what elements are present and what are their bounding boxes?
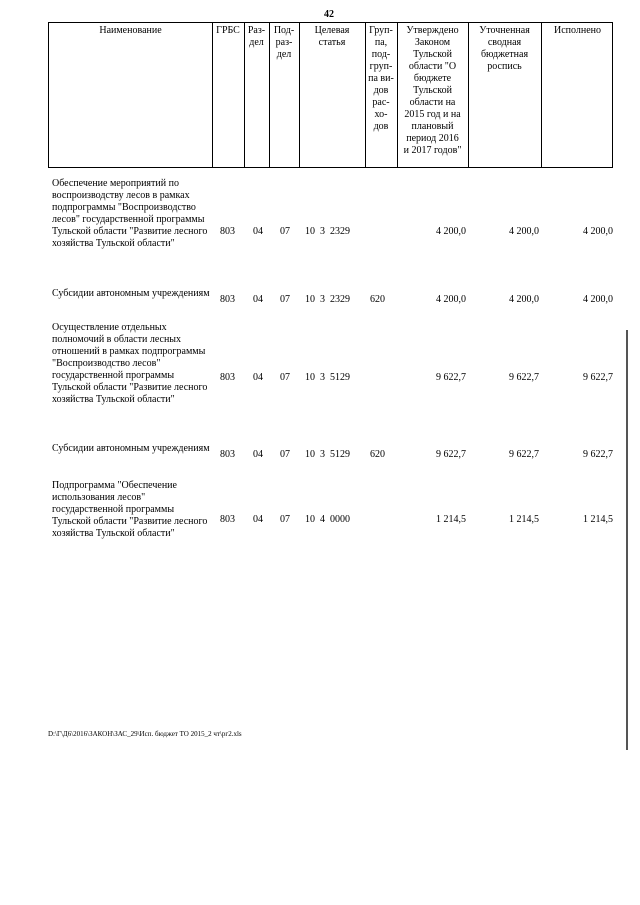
row-executed: 4 200,0 <box>583 294 613 305</box>
row-grbs: 803 <box>220 449 235 460</box>
row-approved: 4 200,0 <box>436 226 466 237</box>
row-name: Субсидии автономным учреждениям <box>52 288 210 299</box>
row-razdel: 04 <box>253 514 263 525</box>
row-executed: 1 214,5 <box>583 514 613 525</box>
header-grbs: ГРБС <box>216 25 240 36</box>
row-target: 10 3 2329 <box>305 226 350 237</box>
row-podrazdel: 07 <box>280 372 290 383</box>
row-grbs: 803 <box>220 294 235 305</box>
row-group: 620 <box>370 294 385 305</box>
header-group: Груп- па, под- груп- па ви- дов рас- хо- дов <box>368 25 394 132</box>
row-name: Обеспечение мероприятий по воспроизводству лесов в рамках подпрограммы "Воспроизводство лесов" государственной программы Тульской области "Развитие лесного хозяйства Тульской области" <box>52 178 208 249</box>
row-approved: 1 214,5 <box>436 514 466 525</box>
row-grbs: 803 <box>220 372 235 383</box>
row-podrazdel: 07 <box>280 449 290 460</box>
row-grbs: 803 <box>220 514 235 525</box>
row-refined: 9 622,7 <box>509 372 539 383</box>
row-approved: 9 622,7 <box>436 449 466 460</box>
row-refined: 9 622,7 <box>509 449 539 460</box>
row-grbs: 803 <box>220 226 235 237</box>
row-razdel: 04 <box>253 294 263 305</box>
header-refined: Уточненная сводная бюджетная роспись <box>479 25 530 72</box>
row-podrazdel: 07 <box>280 226 290 237</box>
row-refined: 1 214,5 <box>509 514 539 525</box>
row-executed: 9 622,7 <box>583 449 613 460</box>
row-executed: 9 622,7 <box>583 372 613 383</box>
header-executed: Исполнено <box>553 25 601 36</box>
row-target: 10 3 5129 <box>305 449 350 460</box>
header-approved: Утверждено Законом Тульской области "О бюджете Тульской области на 2015 год и на плановый период 2016 и 2017 годов" <box>403 25 462 156</box>
row-podrazdel: 07 <box>280 294 290 305</box>
column-divider <box>212 23 213 167</box>
column-divider <box>541 23 542 167</box>
row-razdel: 04 <box>253 226 263 237</box>
file-path-footer: D:\Г\Д6\2016\ЗАКОН\ЗАС_29\Исп. бюджет ТО 2015_2 чт\рг2.xls <box>48 730 242 738</box>
row-approved: 4 200,0 <box>436 294 466 305</box>
header-podrazdel: Под- раз- дел <box>273 25 295 60</box>
row-refined: 4 200,0 <box>509 294 539 305</box>
row-group: 620 <box>370 449 385 460</box>
row-podrazdel: 07 <box>280 514 290 525</box>
row-name: Субсидии автономным учреждениям <box>52 443 210 454</box>
table-header <box>48 22 613 168</box>
header-name: Наименование <box>99 25 162 36</box>
page-number: 42 <box>324 9 334 20</box>
row-target: 10 3 5129 <box>305 372 350 383</box>
row-name: Подпрограмма "Обеспечение использования лесов" государственной программы Тульской области "Развитие лесного хозяйства Тульской области" <box>52 480 208 539</box>
row-razdel: 04 <box>253 449 263 460</box>
row-razdel: 04 <box>253 372 263 383</box>
row-executed: 4 200,0 <box>583 226 613 237</box>
header-razdel: Раз- дел <box>247 25 266 48</box>
header-target: Целевая статья <box>314 25 350 48</box>
row-target: 10 3 2329 <box>305 294 350 305</box>
row-refined: 4 200,0 <box>509 226 539 237</box>
row-target: 10 4 0000 <box>305 514 350 525</box>
row-approved: 9 622,7 <box>436 372 466 383</box>
row-name: Осуществление отдельных полномочий в области лесных отношений в рамках подпрограммы "Воспроизводство лесов" государственной программы Тульской области "Развитие лесного хозяйства Тульской области" <box>52 322 208 405</box>
scan-edge-line <box>626 330 628 750</box>
